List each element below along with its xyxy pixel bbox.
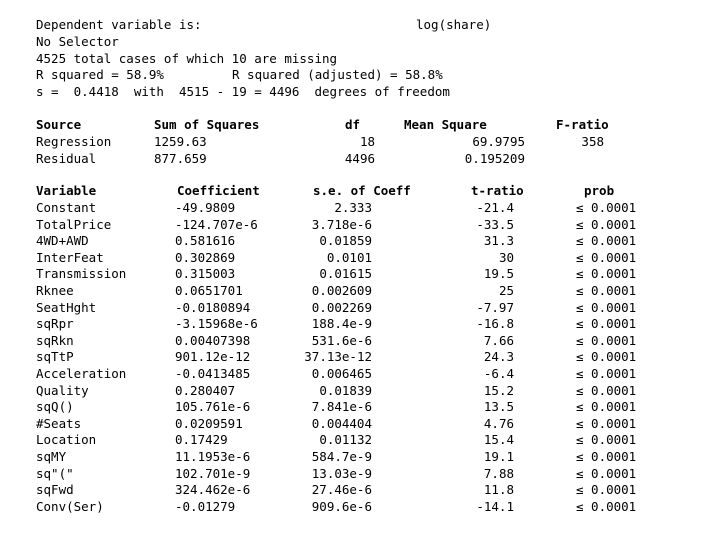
coef-cell-prob: ≤ 0.0001 bbox=[576, 216, 637, 232]
coef-cell-se: 0.002269 bbox=[311, 299, 372, 315]
coef-cell-se: 909.6e-6 bbox=[311, 498, 372, 514]
anova-cell-ms: 69.9795 bbox=[472, 134, 525, 149]
coef-cell-coef: -0.0413485 bbox=[175, 366, 251, 381]
r-squared: R squared = 58.9% bbox=[36, 67, 164, 82]
anova-cell-df: 4496 bbox=[344, 150, 375, 166]
coef-cell-t: 11.8 bbox=[483, 482, 514, 498]
coef-cell-t: 24.3 bbox=[483, 349, 514, 365]
coef-cell-t: 19.5 bbox=[483, 266, 514, 282]
anova-cell-f: 358 bbox=[581, 134, 604, 149]
coef-cell-coef: 324.462e-6 bbox=[175, 482, 251, 498]
coef-cell-se: 3.718e-6 bbox=[311, 216, 372, 232]
anova-cell-df: 18 bbox=[359, 134, 375, 149]
anova-cell-ms: 0.195209 bbox=[464, 150, 525, 166]
coef-cell-variable: #Seats bbox=[36, 415, 82, 431]
coef-cell-coef: 0.17429 bbox=[175, 432, 228, 448]
anova-header-source: Source bbox=[36, 117, 82, 132]
coef-cell-t: 7.88 bbox=[483, 465, 514, 481]
coef-cell-variable: sqRpr bbox=[36, 316, 74, 332]
coef-cell-coef: -0.01279 bbox=[175, 498, 236, 514]
coef-cell-coef: 0.581616 bbox=[175, 233, 236, 249]
coef-cell-se: 0.004404 bbox=[311, 415, 372, 431]
coef-cell-prob: ≤ 0.0001 bbox=[576, 399, 637, 415]
anova-cell-ss: 1259.63 bbox=[154, 134, 207, 149]
coef-cell-se: 13.03e-9 bbox=[311, 465, 372, 481]
coef-cell-variable: Acceleration bbox=[36, 366, 127, 381]
coef-cell-coef: -124.707e-6 bbox=[175, 216, 258, 232]
anova-header-df: df bbox=[345, 117, 361, 132]
selector-line: No Selector bbox=[36, 34, 119, 49]
coef-cell-prob: ≤ 0.0001 bbox=[576, 465, 637, 481]
coef-cell-t: 25 bbox=[498, 283, 514, 298]
coef-cell-se: 584.7e-9 bbox=[311, 449, 372, 464]
coef-cell-t: 31.3 bbox=[483, 233, 514, 249]
coef-cell-variable: Transmission bbox=[36, 266, 127, 282]
coef-cell-se: 531.6e-6 bbox=[311, 332, 372, 348]
coef-cell-prob: ≤ 0.0001 bbox=[576, 366, 637, 381]
coef-cell-variable: Rknee bbox=[36, 283, 74, 298]
coef-cell-se: 0.0101 bbox=[326, 249, 372, 265]
coef-header-se: s.e. of Coeff bbox=[313, 183, 411, 198]
coef-cell-se: 188.4e-9 bbox=[311, 316, 372, 332]
coef-cell-t: 13.5 bbox=[483, 399, 514, 415]
coef-cell-prob: ≤ 0.0001 bbox=[576, 249, 637, 265]
anova-cell-source: Residual bbox=[36, 150, 97, 166]
coef-cell-variable: sq"(" bbox=[36, 465, 74, 481]
coef-cell-se: 0.006465 bbox=[311, 366, 372, 381]
coef-cell-t: -33.5 bbox=[476, 216, 514, 232]
coef-cell-se: 0.01132 bbox=[319, 432, 372, 448]
coef-cell-prob: ≤ 0.0001 bbox=[576, 349, 637, 365]
coef-cell-prob: ≤ 0.0001 bbox=[576, 200, 637, 215]
coef-cell-variable: sqMY bbox=[36, 449, 67, 464]
coef-cell-coef: 0.315003 bbox=[175, 266, 236, 282]
coef-cell-prob: ≤ 0.0001 bbox=[576, 299, 637, 315]
coef-cell-t: 30 bbox=[498, 249, 514, 265]
coef-cell-variable: Constant bbox=[36, 200, 97, 215]
r-squared-adjusted: R squared (adjusted) = 58.8% bbox=[232, 67, 443, 82]
coef-cell-prob: ≤ 0.0001 bbox=[576, 283, 637, 298]
coef-cell-se: 0.01615 bbox=[319, 266, 372, 282]
coef-cell-prob: ≤ 0.0001 bbox=[576, 415, 637, 431]
coef-cell-variable: sqFwd bbox=[36, 482, 74, 498]
coef-cell-coef: 0.0651701 bbox=[175, 283, 243, 298]
degrees-of-freedom-line: s = 0.4418 with 4515 - 19 = 4496 degrees of freedom bbox=[36, 84, 450, 99]
coef-cell-t: -14.1 bbox=[476, 498, 514, 514]
coef-cell-t: -7.97 bbox=[476, 299, 514, 315]
coef-cell-se: 0.002609 bbox=[311, 283, 372, 298]
coef-cell-variable: Quality bbox=[36, 382, 89, 398]
dependent-variable-value: log(share) bbox=[416, 17, 492, 32]
coef-cell-prob: ≤ 0.0001 bbox=[576, 316, 637, 332]
coef-header-prob: prob bbox=[584, 183, 615, 198]
coef-cell-coef: 105.761e-6 bbox=[175, 399, 251, 415]
cases-line: 4525 total cases of which 10 are missing bbox=[36, 51, 338, 66]
coef-cell-t: 19.1 bbox=[483, 449, 514, 464]
anova-cell-source: Regression bbox=[36, 134, 112, 149]
coef-cell-t: -6.4 bbox=[483, 366, 514, 381]
coef-cell-variable: TotalPrice bbox=[36, 216, 112, 232]
anova-header-mean-square: Mean Square bbox=[404, 117, 487, 132]
coef-cell-variable: SeatHght bbox=[36, 299, 97, 315]
coef-header-coefficient: Coefficient bbox=[177, 183, 260, 198]
coef-header-variable: Variable bbox=[36, 183, 97, 198]
coef-cell-variable: InterFeat bbox=[36, 249, 104, 265]
coef-cell-t: 15.4 bbox=[483, 432, 514, 448]
coef-cell-t: 15.2 bbox=[483, 382, 514, 398]
coef-cell-variable: 4WD+AWD bbox=[36, 233, 89, 249]
coef-cell-t: -21.4 bbox=[476, 200, 514, 215]
coef-cell-prob: ≤ 0.0001 bbox=[576, 266, 637, 282]
anova-cell-ss: 877.659 bbox=[154, 150, 207, 166]
coef-cell-coef: 0.0209591 bbox=[175, 415, 243, 431]
coef-cell-variable: Conv(Ser) bbox=[36, 498, 104, 514]
coef-cell-t: 4.76 bbox=[483, 415, 514, 431]
coef-cell-prob: ≤ 0.0001 bbox=[576, 332, 637, 348]
coef-cell-coef: 11.1953e-6 bbox=[175, 449, 251, 464]
coef-cell-coef: 0.302869 bbox=[175, 249, 236, 265]
coef-cell-prob: ≤ 0.0001 bbox=[576, 449, 637, 464]
coef-cell-prob: ≤ 0.0001 bbox=[576, 432, 637, 448]
anova-header-f-ratio: F-ratio bbox=[556, 117, 609, 132]
coef-cell-se: 37.13e-12 bbox=[304, 349, 372, 365]
coef-cell-coef: 901.12e-12 bbox=[175, 349, 251, 365]
anova-header-sum-of-squares: Sum of Squares bbox=[154, 117, 260, 132]
coef-cell-se: 7.841e-6 bbox=[311, 399, 372, 415]
coef-cell-se: 0.01859 bbox=[319, 233, 372, 249]
coef-cell-variable: sqRkn bbox=[36, 332, 74, 348]
coef-cell-prob: ≤ 0.0001 bbox=[576, 482, 637, 498]
coef-cell-coef: 102.701e-9 bbox=[175, 465, 251, 481]
coef-cell-se: 2.333 bbox=[334, 200, 372, 215]
coef-cell-coef: 0.280407 bbox=[175, 382, 236, 398]
coef-cell-prob: ≤ 0.0001 bbox=[576, 498, 637, 514]
coef-cell-coef: -3.15968e-6 bbox=[175, 316, 258, 332]
coef-cell-variable: Location bbox=[36, 432, 97, 448]
coef-cell-coef: -0.0180894 bbox=[175, 299, 251, 315]
coef-cell-se: 0.01839 bbox=[319, 382, 372, 398]
coef-cell-t: -16.8 bbox=[476, 316, 514, 332]
coef-header-t-ratio: t-ratio bbox=[471, 183, 524, 198]
coef-cell-prob: ≤ 0.0001 bbox=[576, 382, 637, 398]
dependent-variable-label: Dependent variable is: bbox=[36, 17, 202, 32]
coef-cell-se: 27.46e-6 bbox=[311, 482, 372, 498]
coef-cell-t: 7.66 bbox=[483, 332, 514, 348]
coef-cell-prob: ≤ 0.0001 bbox=[576, 233, 637, 249]
coef-cell-variable: sqTtP bbox=[36, 349, 74, 365]
coef-cell-variable: sqQ() bbox=[36, 399, 74, 415]
coef-cell-coef: 0.00407398 bbox=[175, 332, 251, 348]
coef-cell-coef: -49.9809 bbox=[175, 200, 236, 215]
